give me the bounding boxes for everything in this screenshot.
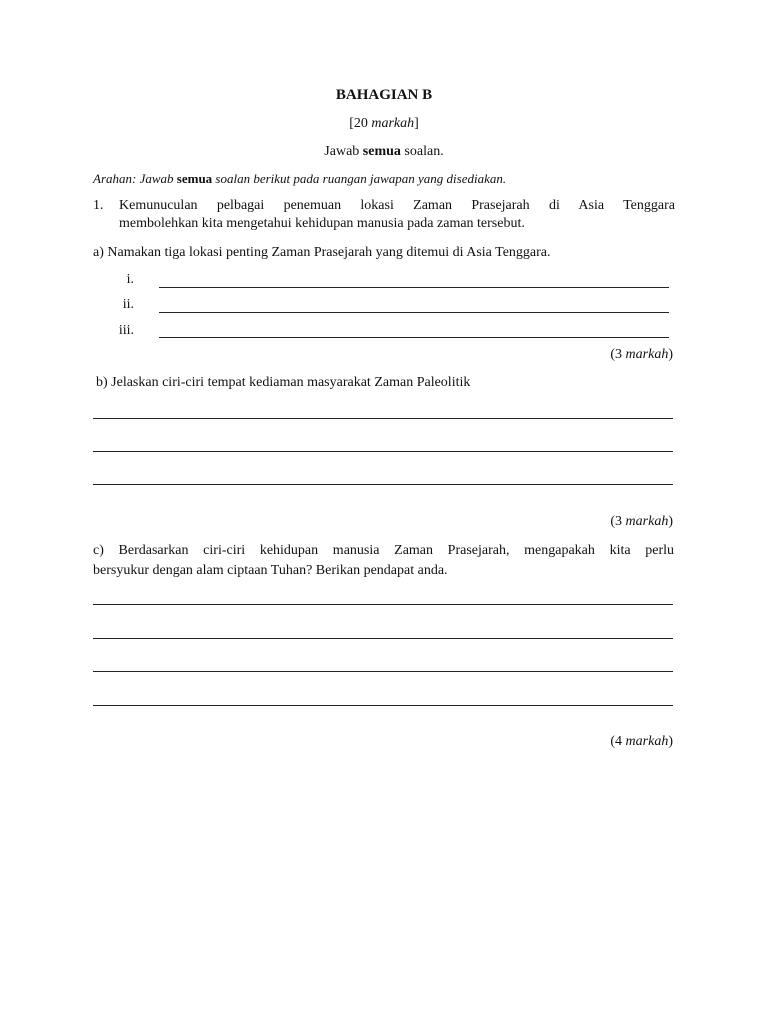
part-a-item-iii-label: iii. (118, 323, 134, 338)
total-marks-word: markah (371, 116, 415, 131)
part-c-answer-line-2[interactable] (93, 638, 673, 639)
part-a-answer-line-ii[interactable] (159, 312, 669, 313)
answer-all-instruction: Jawab semua soalan. (324, 144, 444, 159)
part-c-answer-line-3[interactable] (93, 671, 673, 672)
total-marks: [20 markah] (349, 116, 419, 131)
part-c-prompt (93, 541, 674, 581)
question-1-line-1: Kemunuculan pelbagai penemuan lokasi Zaman Prasejarah di Asia Tenggara (119, 198, 675, 213)
part-c-answer-line-4[interactable] (93, 705, 673, 706)
part-c-answer-line-1[interactable] (93, 604, 673, 605)
directions-text: Arahan: Jawab semua soalan berikut pada ruangan jawapan yang disediakan. (93, 171, 507, 186)
section-title: BAHAGIAN B (335, 87, 433, 103)
question-number: 1. (93, 198, 104, 213)
part-b-answer-line-3[interactable] (93, 484, 673, 485)
part-a-prompt: a) Namakan tiga lokasi penting Zaman Prasejarah yang ditemui di Asia Tenggara. (93, 245, 551, 260)
part-a-marks: (3 markah) (610, 347, 673, 362)
part-c-marks: (4 markah) (610, 734, 673, 749)
part-b-marks: (3 markah) (610, 514, 673, 529)
part-b-answer-line-2[interactable] (93, 451, 673, 452)
part-a-answer-line-iii[interactable] (159, 337, 669, 338)
directions-emphasis: semua (176, 171, 213, 186)
answer-all-emphasis: semua (362, 144, 401, 159)
part-b-prompt: b) Jelaskan ciri-ciri tempat kediaman masyarakat Zaman Paleolitik (96, 375, 471, 390)
part-b-answer-line-1[interactable] (93, 418, 673, 419)
total-marks-value: 20 (353, 116, 368, 131)
part-c-prompt-line-1: c) Berdasarkan ciri-ciri kehidupan manusia Zaman Prasejarah, mengapakah kita perlu (93, 543, 674, 558)
part-c-prompt-line-2: bersyukur dengan alam ciptaan Tuhan? Berikan pendapat anda. (93, 563, 448, 578)
question-1-line-2: membolehkan kita mengetahui kehidupan manusia pada zaman tersebut. (119, 216, 525, 231)
part-a-item-i-label: i. (126, 272, 134, 287)
part-a-item-ii-label: ii. (122, 297, 134, 312)
part-a-answer-line-i[interactable] (159, 287, 669, 288)
